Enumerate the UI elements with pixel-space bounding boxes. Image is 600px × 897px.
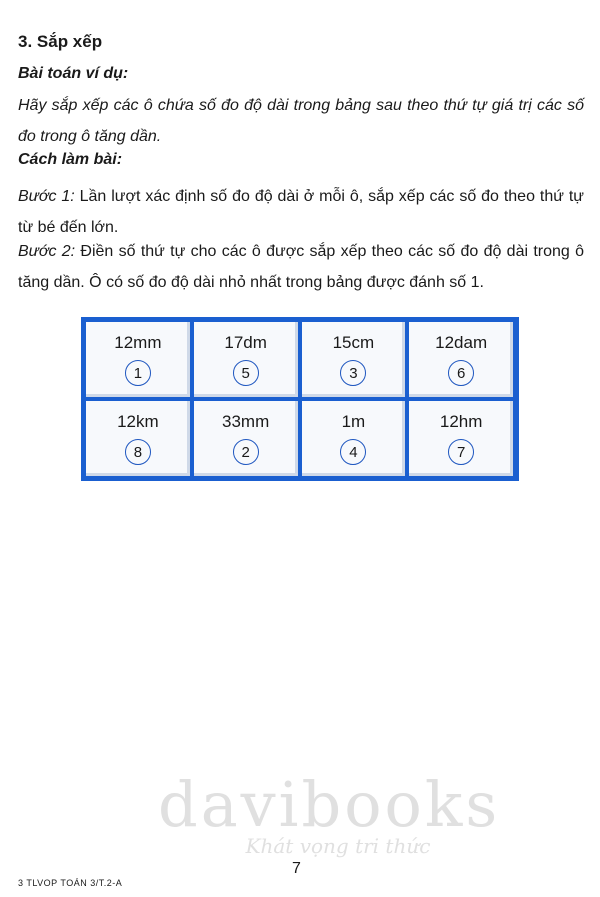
table-cell [302,401,406,476]
rank-circle: 5 [233,360,259,386]
page-number: 7 [292,860,301,877]
method-heading: Cách làm bài: [18,151,123,168]
watermark-tagline: Khát vọng tri thức [245,834,431,858]
cell-value: 12dam [435,333,488,352]
rank-circle: 3 [340,360,366,386]
rank-circle: 8 [125,439,151,465]
measurement-table [81,317,519,481]
rank-circle: 4 [340,439,366,465]
table-cell [86,401,190,476]
problem-text: Hãy sắp xếp các ô chứa số đo độ dài trong bảng sau theo thứ tự giá trị các số đo trong ô tăng dần. [18,97,584,145]
watermark [158,768,501,858]
cell-value: 15cm [332,333,375,352]
table-cell [194,401,298,476]
rank-circle: 1 [125,360,151,386]
step-2 [18,236,584,298]
footer-code: 3 TLVOP TOÁN 3/T.2-A [18,878,123,888]
table-cell [409,322,513,397]
rank-circle: 7 [448,439,474,465]
rank-circle: 6 [448,360,474,386]
cell-value: 12hm [439,412,483,431]
cell-value: 12km [117,412,159,431]
step-2-text: Điền số thứ tự cho các ô được sắp xếp theo các số đo độ dài trong ô tăng dần. Ô có số đo độ dài nhỏ nhất trong bảng được đánh số 1. [18,243,584,291]
cell-value: 33mm [222,412,270,431]
rank-circle: 2 [233,439,259,465]
cell-value: 1m [341,412,366,431]
step-2-label: Bước 2: [18,243,76,260]
step-1-label: Bước 1: [18,188,75,205]
table-cell [86,322,190,397]
step-1 [18,181,584,243]
watermark-logo: davibooks [158,768,501,841]
cell-value: 12mm [114,333,162,352]
step-1-text: Lần lượt xác định số đo độ dài ở mỗi ô, sắp xếp các số đo theo thứ tự từ bé đến lớn. [18,188,584,236]
table-cell [409,401,513,476]
example-heading: Bài toán ví dụ: [18,65,129,82]
table-cell [302,322,406,397]
section-heading: 3. Sắp xếp [18,32,103,51]
cell-value: 17dm [224,333,267,352]
table-cell [194,322,298,397]
